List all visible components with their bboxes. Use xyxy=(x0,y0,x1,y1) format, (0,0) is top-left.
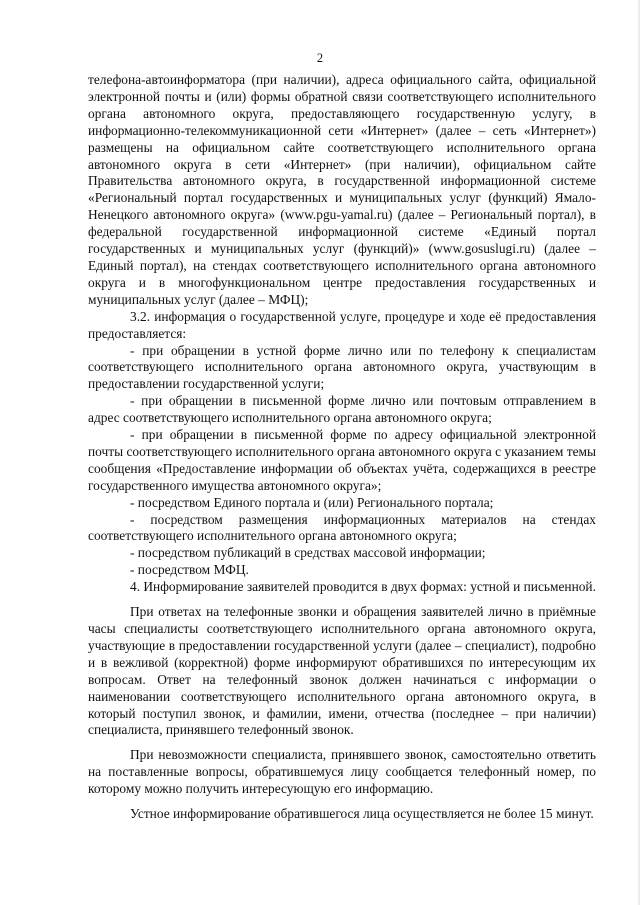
list-item-portals: - посредством Единого портала и (или) Регионального портала; xyxy=(130,494,494,510)
list-item-mfc: - посредством МФЦ. xyxy=(130,562,249,578)
list-item-written-mail: - при обращении в письменной форме лично или почтовым отправлением в адрес соответствующего исполнительного органа автономного округа; xyxy=(88,393,596,426)
paragraph-contacts: телефона-автоинформатора (при наличии), адреса официального сайта, официальной электронной почты и (или) формы обратной связи соответствующего исполнительного органа автономного округа, предоставляющего государственную услугу, в информационно-телекоммуникационной сети «Интернет» (далее – сеть «Интернет») размещены на официальном сайте соответствующего исполнительного органа автономного округа в сети «Интернет» (при наличии), официальном сайте Правительства автономного округа, в государственной информационной системе «Региональный портал государственных и муниципальных услуг (функций) Ямало-Ненецкого автономного округа» (www.pgu-yamal.ru) (далее – Региональный портал), в федеральной государственной информационной системе «Единый портал государственных и муниципальных услуг (функций)» (www.gosuslugi.ru) (далее – Единый портал), на стендах соответствующего исполнительного органа автономного округа и в многофункциональном центре предоставления государственных и муниципальных услуг (далее – МФЦ); xyxy=(88,72,596,307)
list-item-oral: - при обращении в устной форме лично или по телефону к специалистам соответствующего исполнительного органа автономного округа, участвующим в предоставлении государственной услуги; xyxy=(88,342,596,392)
list-item-stands: - посредством размещения информационных материалов на стендах соответствующего исполнительного органа автономного округа; xyxy=(88,511,596,544)
list-item-written-email: - при обращении в письменной форме по адресу официальной электронной почты соответствующего исполнительного органа автономного округа с указанием темы сообщения «Предоставление информации об объектах учёта, содержащихся в реестре государственного имущества автономного округа»; xyxy=(88,427,596,493)
paragraph-3-2: 3.2. информация о государственной услуге, процедуре и ходе её предоставления предоставляется: xyxy=(88,308,596,341)
page-number: 2 xyxy=(316,51,324,65)
paragraph-phone-answers: При ответах на телефонные звонки и обращения заявителей лично в приёмные часы специалисты соответствующего исполнительного органа автономного округа, участвующие в предоставлении государственной услуги (далее – специалист), подробно и в вежливой (корректной) форме информируют обратившихся по интересующим их вопросам. Ответ на телефонный звонок должен начинаться с информации о наименовании соответствующего исполнительного органа автономного округа, в который поступил звонок, и фамилии, имени, отчества (последнее – при наличии) специалиста, принявшего телефонный звонок. xyxy=(88,604,596,738)
list-item-media: - посредством публикаций в средствах массовой информации; xyxy=(130,545,486,561)
document-body xyxy=(88,72,596,823)
paragraph-impossibility: При невозможности специалиста, принявшего звонок, самостоятельно ответить на поставленные вопросы, обратившемуся лицу сообщается телефонный номер, по которому можно получить интересующую его информацию. xyxy=(88,747,596,797)
paragraph-oral-duration: Устное информирование обратившегося лица осуществляется не более 15 минут. xyxy=(130,806,594,822)
paragraph-4: 4. Информирование заявителей проводится в двух формах: устной и письменной. xyxy=(130,579,596,595)
